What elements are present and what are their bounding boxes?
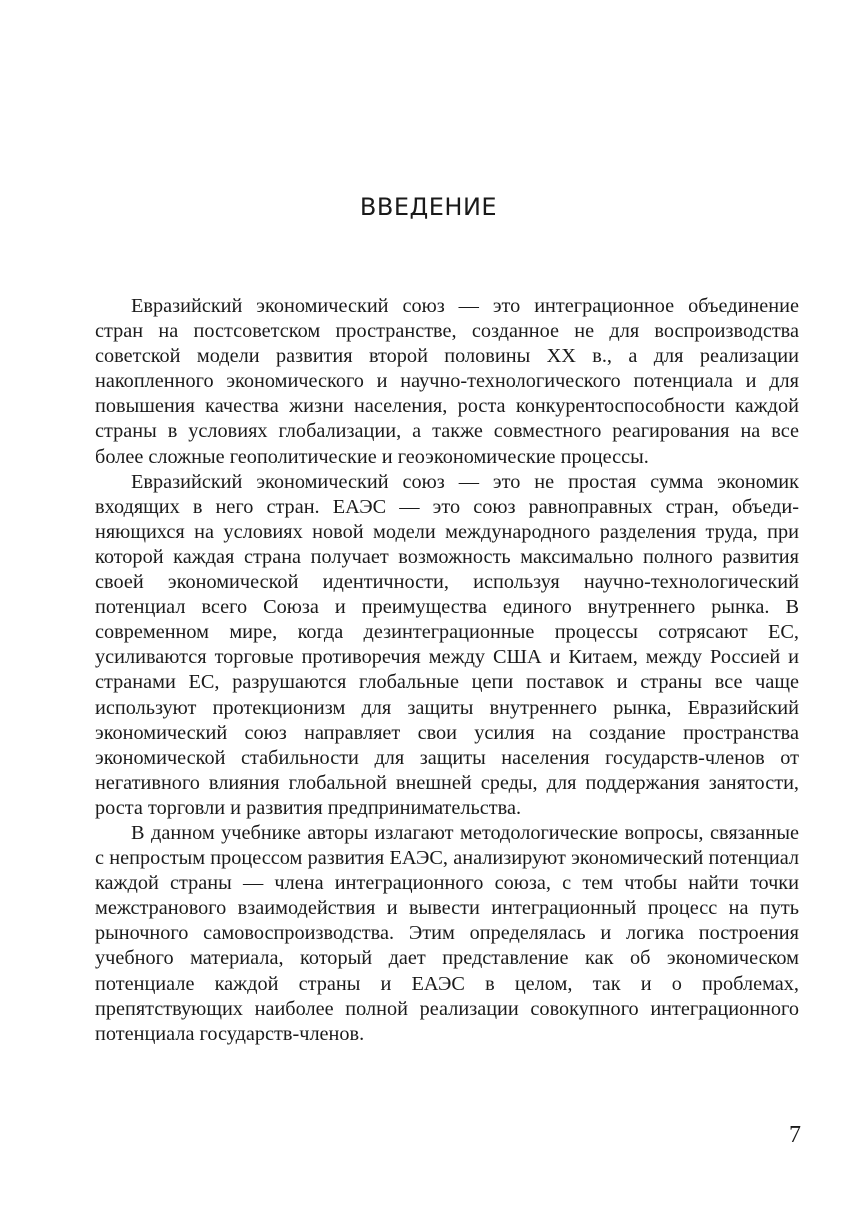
paragraph-2: Евразийский экономический союз — это не простая сумма экономик входящих в него стран. ЕАЭС — это союз равноправных стран, объединяющихся на условиях новой модели международного разделения труда, при которой каждая страна получает возможность максимально полного развития своей экономической идентичности, используя научно-технологический потенциал всего Союза и преимущества единого внутреннего рынка. В современном мире, когда дезинтеграционные процессы сотрясают ЕС, усиливаются торговые противоречия между США и Китаем, между Россией и странами ЕС, разрушаются глобальные цепи поставок и страны все чаще используют протекционизм для защиты внутреннего рынка, Евразийский экономический союз направляет свои усилия на создание пространства экономической стабильности для защиты населения государств-членов от негативного влияния глобальной внешней среды, для поддержания занятости, роста торговли и развития предпринимательства. (95, 470, 799, 819)
paragraph-3: В данном учебнике авторы излагают методологические вопросы, связанные с непростым процессом развития ЕАЭС, анализируют экономический потенциал каждой страны — члена интеграционного союза, с тем чтобы найти точки межстранового взаимодействия и вывести интеграционный процесс на путь рыночного самовоспроизводства. Этим определялась и логика построения учебного материала, который дает представление как об экономическом потенциале каждой страны и ЕАЭС в целом, так и о проблемах, препятствующих наиболее полной реализации совокупного интеграционного потенциала государств-членов. (95, 821, 799, 1045)
body-text (95, 294, 799, 1047)
paragraph-1: Евразийский экономический союз — это интеграционное объединение стран на постсоветском пространстве, созданное не для воспроизводства советской модели развития второй половины XX в., а для реализации накопленного экономического и научно-технологического потенциала и для повышения качества жизни населения, роста конкурентоспособности каждой страны в условиях глобализации, а также совместного реагирования на все более сложные геополитические и геоэкономические процессы. (95, 295, 799, 468)
page-number: 7 (789, 1122, 801, 1148)
page-title: ВВЕДЕНИЕ (359, 193, 498, 221)
